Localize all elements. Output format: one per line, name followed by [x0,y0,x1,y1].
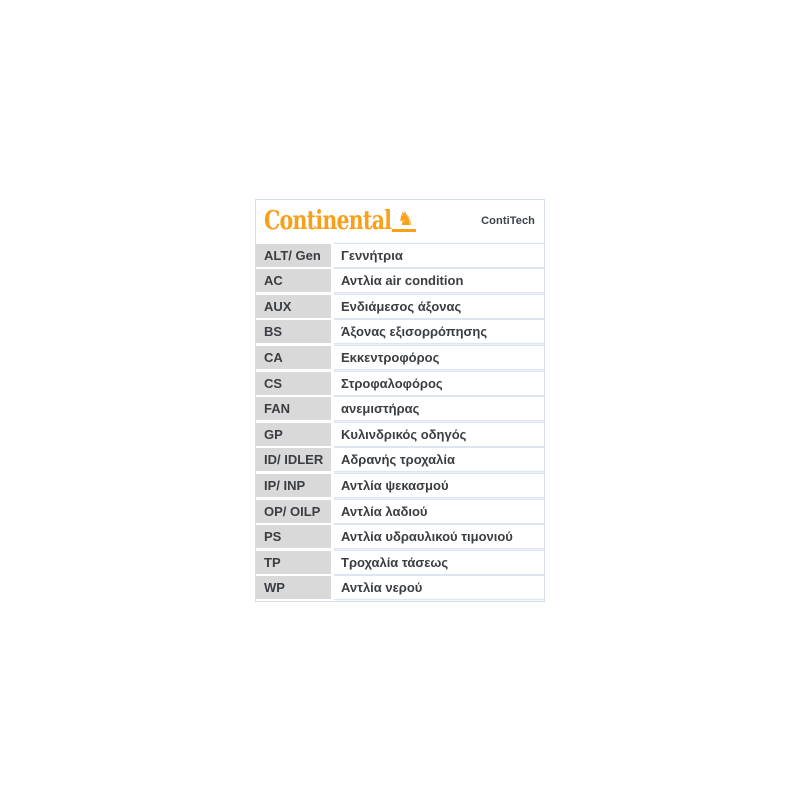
table-row [256,525,544,548]
description-cell: Αντλία λαδιού [334,500,544,523]
abbreviation-cell: FAN [256,397,331,420]
abbreviation-cell: ALT/ Gen [256,244,331,267]
abbreviation-cell: ID/ IDLER [256,448,331,471]
table-row [256,320,544,343]
description-cell: Αντλία ψεκασμού [334,474,544,497]
table-row [256,295,544,318]
table-row [256,448,544,471]
abbreviation-cell: CS [256,372,331,395]
abbreviation-cell: WP [256,576,331,599]
continental-logo [264,205,416,236]
description-cell: Στροφαλοφόρος [334,372,544,395]
table-row [256,551,544,574]
rearing-horse-icon: ♞ [392,210,416,232]
table-row [256,397,544,420]
contitech-wordmark: ContiTech [481,214,535,227]
continental-wordmark: Continental [264,205,392,236]
table-row [256,346,544,369]
table-row [256,474,544,497]
abbreviation-cell: IP/ INP [256,474,331,497]
abbreviation-cell: AC [256,269,331,292]
table-row [256,576,544,599]
abbreviation-cell: OP/ OILP [256,500,331,523]
abbreviation-cell: PS [256,525,331,548]
description-cell: Αντλία νερού [334,576,544,599]
description-cell: Άξονας εξισορρόπησης [334,320,544,343]
description-cell: Αντλία υδραυλικού τιμονιού [334,525,544,548]
description-cell: Αδρανής τροχαλία [334,448,544,471]
description-cell: Ενδιάμεσος άξονας [334,295,544,318]
table-row [256,269,544,292]
abbreviation-cell: TP [256,551,331,574]
description-cell: Εκκεντροφόρος [334,346,544,369]
table-row [256,423,544,446]
table-row [256,244,544,267]
abbreviation-cell: CA [256,346,331,369]
description-cell: Αντλία air condition [334,269,544,292]
abbreviation-table [256,244,544,602]
table-row [256,500,544,523]
abbreviation-cell: BS [256,320,331,343]
description-cell: Γεννήτρια [334,244,544,267]
table-row [256,372,544,395]
abbreviation-legend-card [255,199,545,602]
abbreviation-cell: AUX [256,295,331,318]
description-cell: Κυλινδρικός οδηγός [334,423,544,446]
description-cell: Τροχαλία τάσεως [334,551,544,574]
brand-header [256,200,544,241]
description-cell: ανεμιστήρας [334,397,544,420]
abbreviation-cell: GP [256,423,331,446]
